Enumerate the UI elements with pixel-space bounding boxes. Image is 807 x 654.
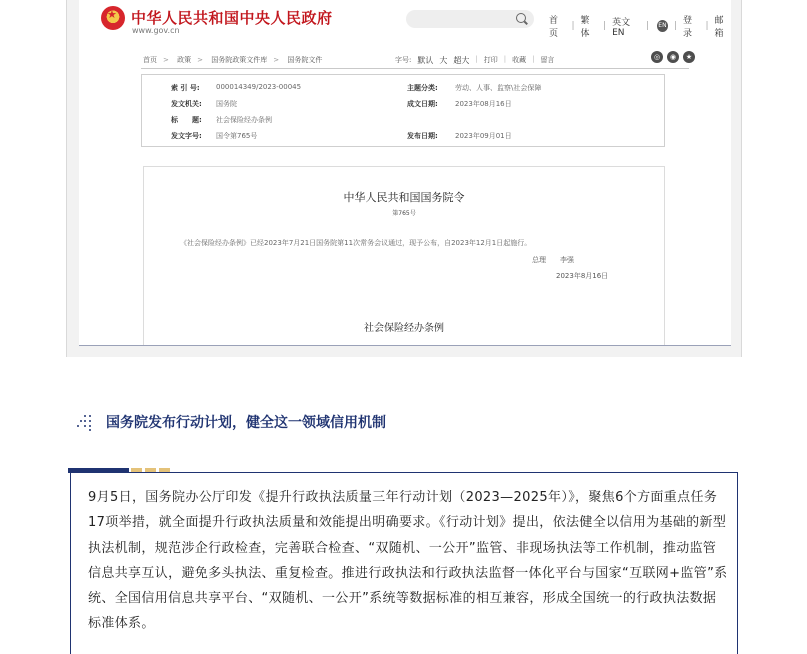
meta-published-value: 2023年09月01日 [455,132,512,140]
favorite-button[interactable]: 收藏 [512,56,527,64]
breadcrumb-home[interactable]: 首页 [143,56,157,64]
dots-decoration-icon [77,414,93,430]
meta-docno-value: 国令第765号 [216,132,258,140]
embedded-screenshot [66,0,742,357]
meta-title-value: 社会保险经办条例 [216,116,272,124]
order-signature: 总理 李强 [532,256,574,264]
meta-topic-label: 主题分类: [407,84,438,92]
breadcrumb-docs[interactable]: 国务院文件 [287,56,323,64]
font-size-label: 字号: [395,56,412,64]
document-body [143,166,665,346]
order-date: 2023年8月16日 [556,272,609,280]
meta-docno-label: 发文字号: [171,132,202,140]
breadcrumb-policy[interactable]: 政策 [177,56,192,64]
font-size-large[interactable]: 大 [439,56,448,65]
meta-issuer-label: 发文机关: [171,100,202,108]
regulation-title: 社会保险经办条例 [364,323,444,334]
order-text: 《社会保险经办条例》已经2023年7月21日国务院第11次常务会议通过，现予公布，自2023年12月1日起施行。 [180,239,532,247]
nav-mail[interactable]: 邮箱 [714,16,724,39]
share-icons [651,51,695,63]
meta-index-value: 000014349/2023-00045 [216,83,302,91]
font-size-default[interactable]: 默认 [417,56,434,65]
gov-header [79,0,731,42]
meta-issuer-value: 国务院 [216,100,237,108]
wechat-icon[interactable]: ◎ [651,51,663,63]
page-tools: 字号: 默认 大 超大 | 打印 | 收藏 | 留言 [395,55,555,65]
accessibility-icon[interactable]: EN [657,20,668,32]
document-meta-table [141,74,665,147]
order-title: 中华人民共和国国务院令 [343,191,465,204]
weibo-icon[interactable]: ◉ [667,51,679,63]
search-icon[interactable] [516,13,526,23]
meta-written-value: 2023年08月16日 [455,100,512,108]
meta-published-label: 发布日期: [407,132,438,140]
nav-home[interactable]: 首页 [549,16,559,39]
gov-page [79,0,731,346]
meta-topic-value: 劳动、人事、监察\社会保障 [455,84,542,92]
section-header [77,412,386,432]
breadcrumb-bar [141,53,693,69]
print-button[interactable]: 打印 [483,56,498,64]
site-url: www.gov.cn [132,26,180,35]
meta-written-label: 成文日期: [407,100,438,108]
national-emblem-icon [101,6,125,30]
nav-login[interactable]: 登录 [682,16,692,39]
search-input[interactable] [406,10,534,28]
top-nav: 首页 | 繁体 | 英文EN | EN | 登录 | 邮箱 [549,13,731,39]
nav-english[interactable]: 英文EN [612,17,631,38]
message-button[interactable]: 留言 [540,56,555,64]
nav-traditional[interactable]: 繁体 [580,16,590,39]
site-name[interactable]: 中华人民共和国中央人民政府 [131,9,333,27]
font-size-xlarge[interactable]: 超大 [453,56,470,65]
meta-title-label: 标 题: [171,116,202,124]
breadcrumb-library[interactable]: 国务院政策文件库 [211,56,268,64]
qzone-icon[interactable]: ★ [683,51,695,63]
section-title: 国务院发布行动计划，健全这一领域信用机制 [106,415,386,431]
article-paragraph: 9月5日，国务院办公厅印发《提升行政执法质量三年行动计划（2023—2025年）》，聚焦6个方面重点任务17项举措，就全面提升行政执法质量和效能提出明确要求。《行动计划》提出，依法健全以信用为基础的新型执法机制，规范涉企行政检查，完善联合检查、“双随机、一公开”监管、非现场执法等工作机制，推动监管信息共享互认，避免多头执法、重复检查。推进行政执法和行政执法监督一体化平台与国家“互联网+监管”系统、全国信用信息共享平台、“双随机、一公开”系统等数据标准的相互兼容，形成全国统一的行政执法数据标准体系。 [88,490,728,632]
order-number: 第765号 [392,210,416,217]
meta-index-label: 索 引 号: [171,84,200,92]
breadcrumb: 首页 > 政策 > 国务院政策文件库 > 国务院文件 [143,56,323,64]
